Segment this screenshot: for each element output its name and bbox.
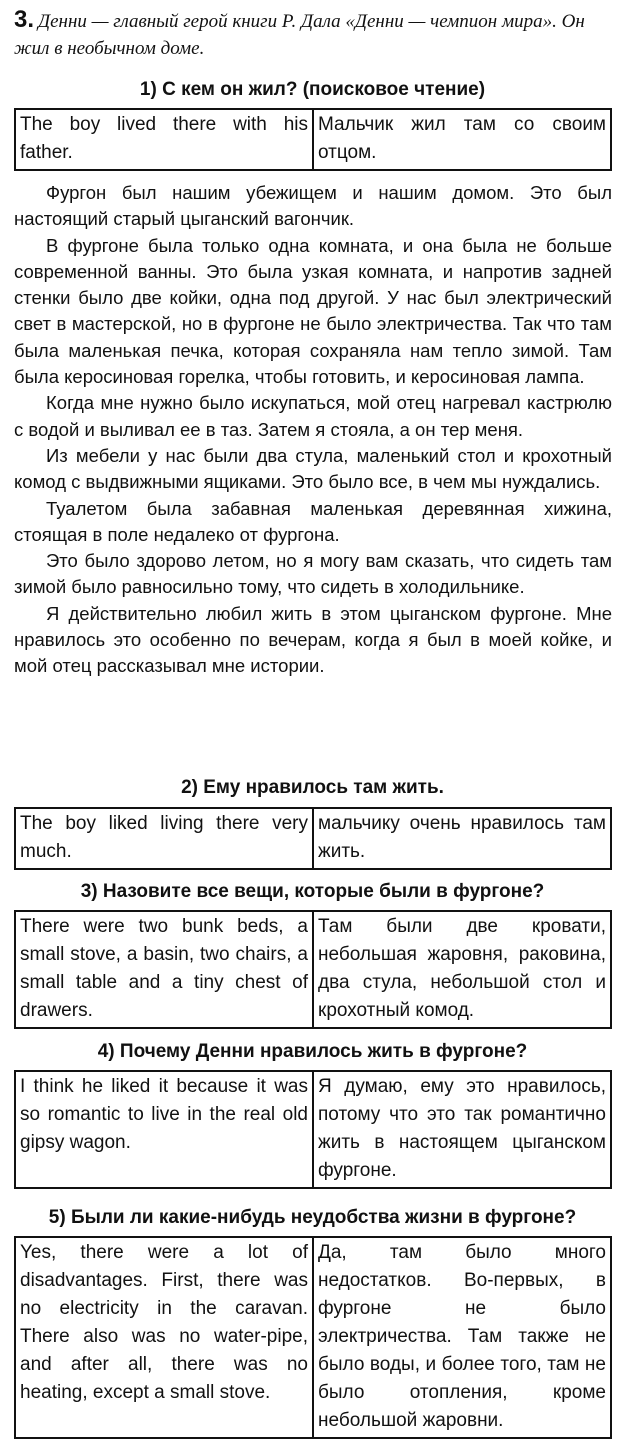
answer-table-2 xyxy=(14,807,612,870)
question-5-heading: 5) Были ли какие-нибудь неудобства жизни в фургоне? xyxy=(48,1207,577,1228)
story-paragraph: Я действительно любил жить в этом цыганском фургоне. Мне нравилось это особенно по вечерам, когда я был в моей койке, и мой отец рассказывал мне истории. xyxy=(14,602,612,677)
story-paragraph: Когда мне нужно было искупаться, мой отец нагревал кастрюлю с водой и выливал ее в таз. Затем я стояла, а он тер меня. xyxy=(14,392,612,440)
answer-2-english: The boy liked living there very much. xyxy=(15,808,313,869)
exercise-number: 3. xyxy=(14,6,35,33)
answer-table-5 xyxy=(14,1236,612,1439)
story-paragraph: В фургоне была только одна комната, и она была не больше современной ванны. Это была узкая комната, и напротив задней стенки было две койки, одна под другой. У нас был электрический свет в мастерской, но в фургоне не было электричества. Так что там была маленькая печка, которая сохраняла нам тепло зимой. Там была керосиновая горелка, чтобы готовить, и керосиновая лампа. xyxy=(14,234,612,388)
story-paragraph: Туалетом была забавная маленькая деревянная хижина, стоящая в поле недалеко от фургона. xyxy=(14,497,612,545)
answer-4-english: I think he liked it because it was so romantic to live in the real old gipsy wagon. xyxy=(15,1071,313,1188)
answer-4-russian: Я думаю, ему это нравилось, потому что это так романтично жить в настоящем цыганском фургоне. xyxy=(313,1071,611,1188)
story-paragraph: Это было здорово летом, но я могу вам сказать, что сидеть там зимой было равносильно тому, что сидеть в холодильнике. xyxy=(14,550,612,598)
answer-table-1 xyxy=(14,108,612,171)
story-paragraph: Из мебели у нас были два стула, маленький стол и крохотный комод с выдвижными ящиками. Это было все, в чем мы нуждались. xyxy=(14,444,612,493)
answer-2-russian: мальчику очень нравилось там жить. xyxy=(313,808,611,869)
answer-3-russian: Там были две кровати, небольшая жаровня, раковина, два стула, небольшой стол и крохотный комод. xyxy=(313,911,611,1028)
exercise-intro-text: Денни — главный герой книги Р. Дала «Денни — чемпион мира». Он жил в необычном доме. xyxy=(14,11,585,59)
answer-1-russian: Мальчик жил там со своим отцом. xyxy=(313,109,611,170)
question-2-heading: 2) Ему нравилось там жить. xyxy=(181,777,444,798)
question-3-heading: 3) Назовите все вещи, которые были в фургоне? xyxy=(80,881,545,902)
exercise-intro xyxy=(14,6,614,62)
question-4-heading: 4) Почему Денни нравилось жить в фургоне? xyxy=(97,1041,528,1062)
story-paragraph: Фургон был нашим убежищем и нашим домом. Это был настоящий старый цыганский вагончик. xyxy=(14,182,612,230)
answer-3-english: There were two bunk beds, a small stove, a basin, two chairs, a small table and a tiny chest of drawers. xyxy=(15,911,313,1028)
story-text xyxy=(14,180,612,680)
answer-1-english: The boy lived there with his father. xyxy=(15,109,313,170)
answer-5-russian: Да, там было много недостатков. Во-первых, в фургоне не было электричества. Там также не было воды, и более того, там не было отопления, кроме небольшой жаровни. xyxy=(313,1237,611,1438)
question-1-heading: 1) С кем он жил? (поисковое чтение) xyxy=(139,79,486,100)
answer-table-4 xyxy=(14,1070,612,1189)
answer-table-3 xyxy=(14,910,612,1029)
answer-5-english: Yes, there were a lot of disadvantages. First, there was no electricity in the caravan. There also was no water-pipe, and after all, there was no heating, except a small stove. xyxy=(15,1237,313,1438)
